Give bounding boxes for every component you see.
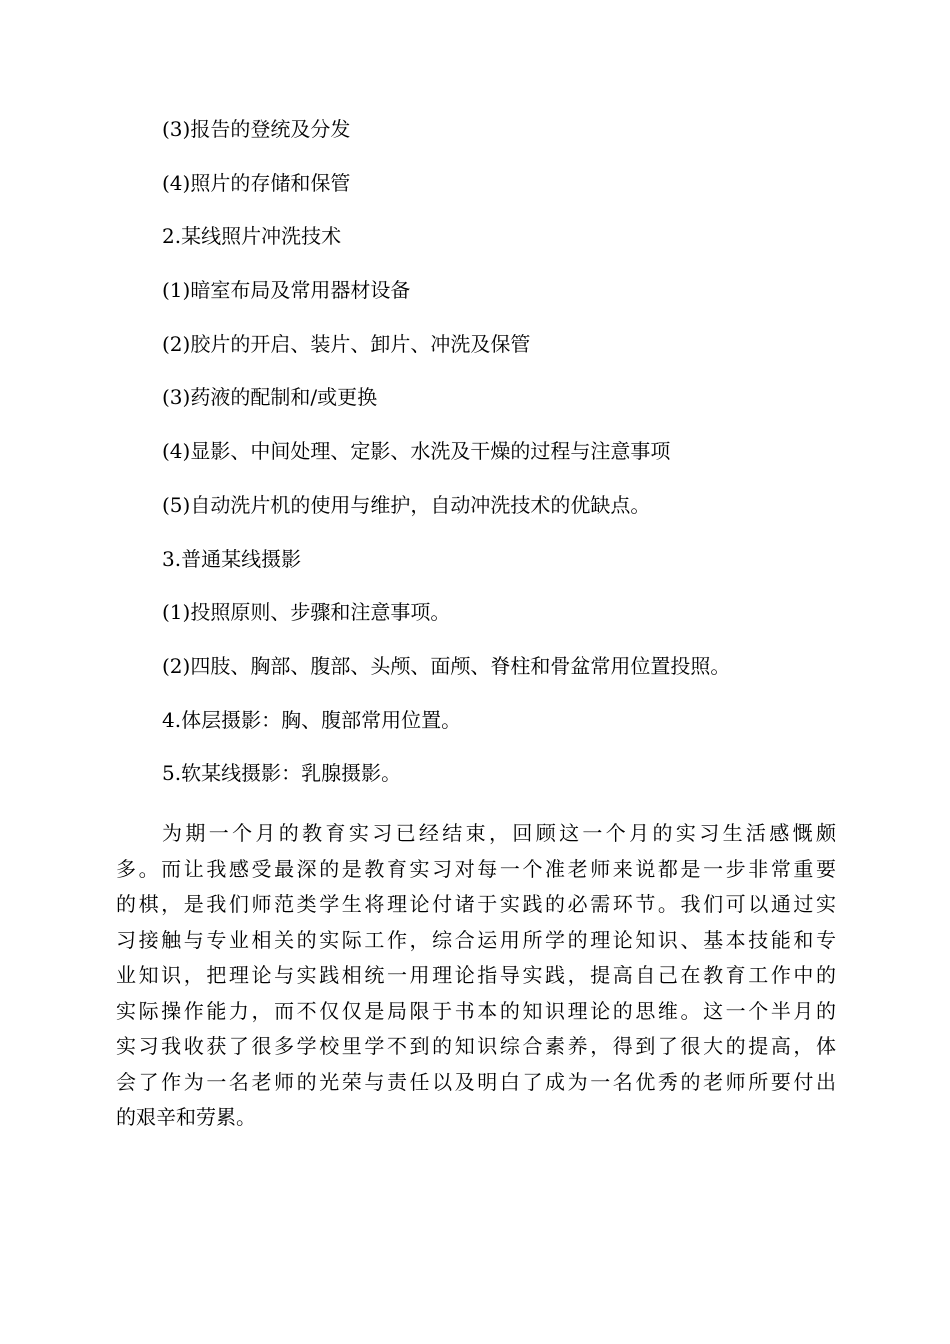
list-item: (3)报告的登统及分发: [162, 117, 351, 141]
list-item: (3)药液的配制和/或更换: [162, 385, 378, 410]
body-paragraph: [116, 816, 836, 1136]
list-item: (1)投照原则、步骤和注意事项。: [162, 600, 451, 625]
section-heading: 3.普通某线摄影: [162, 546, 302, 571]
section-heading: 2.某线照片冲洗技术: [162, 224, 342, 249]
list-item: (2)四肢、胸部、腹部、头颅、面颅、脊柱和骨盆常用位置投照。: [162, 653, 731, 678]
list-item: (5)自动洗片机的使用与维护，自动冲洗技术的优缺点。: [162, 492, 651, 517]
list-item: (4)显影、中间处理、定影、水洗及干燥的过程与注意事项: [162, 439, 671, 464]
paragraph-line: 的艰辛和劳累。: [116, 1105, 256, 1129]
section-heading: 4.体层摄影：胸、腹部常用位置。: [162, 707, 462, 732]
section-heading: 5.软某线摄影：乳腺摄影。: [162, 761, 402, 786]
paragraph-line: 习接触与专业相关的实际工作，综合运用所学的理论知识、基本技能和专: [116, 927, 836, 952]
paragraph-line: 实习我收获了很多学校里学不到的知识综合素养，得到了很大的提高，体: [116, 1034, 836, 1058]
paragraph-line: 的棋，是我们师范类学生将理论付诸于实践的必需环节。我们可以通过实: [116, 892, 836, 916]
paragraph-line: 会了作为一名老师的光荣与责任以及明白了成为一名优秀的老师所要付出: [116, 1069, 836, 1094]
list-item: (4)照片的存储和保管: [162, 170, 351, 195]
list-item: (1)暗室布局及常用器材设备: [162, 278, 411, 303]
list-item: (2)胶片的开启、装片、卸片、冲洗及保管: [162, 331, 531, 356]
paragraph-line: 为期一个月的教育实习已经结束，回顾这一个月的实习生活感慨颇: [162, 821, 836, 845]
paragraph-line: 实际操作能力，而不仅仅是局限于书本的知识理论的思维。这一个半月的: [116, 998, 836, 1023]
outline-list: [162, 111, 862, 809]
paragraph-line: 业知识，把理论与实践相统一用理论指导实践，提高自己在教育工作中的: [116, 963, 836, 987]
paragraph-line: 多。而让我感受最深的是教育实习对每一个准老师来说都是一步非常重要: [116, 856, 836, 881]
